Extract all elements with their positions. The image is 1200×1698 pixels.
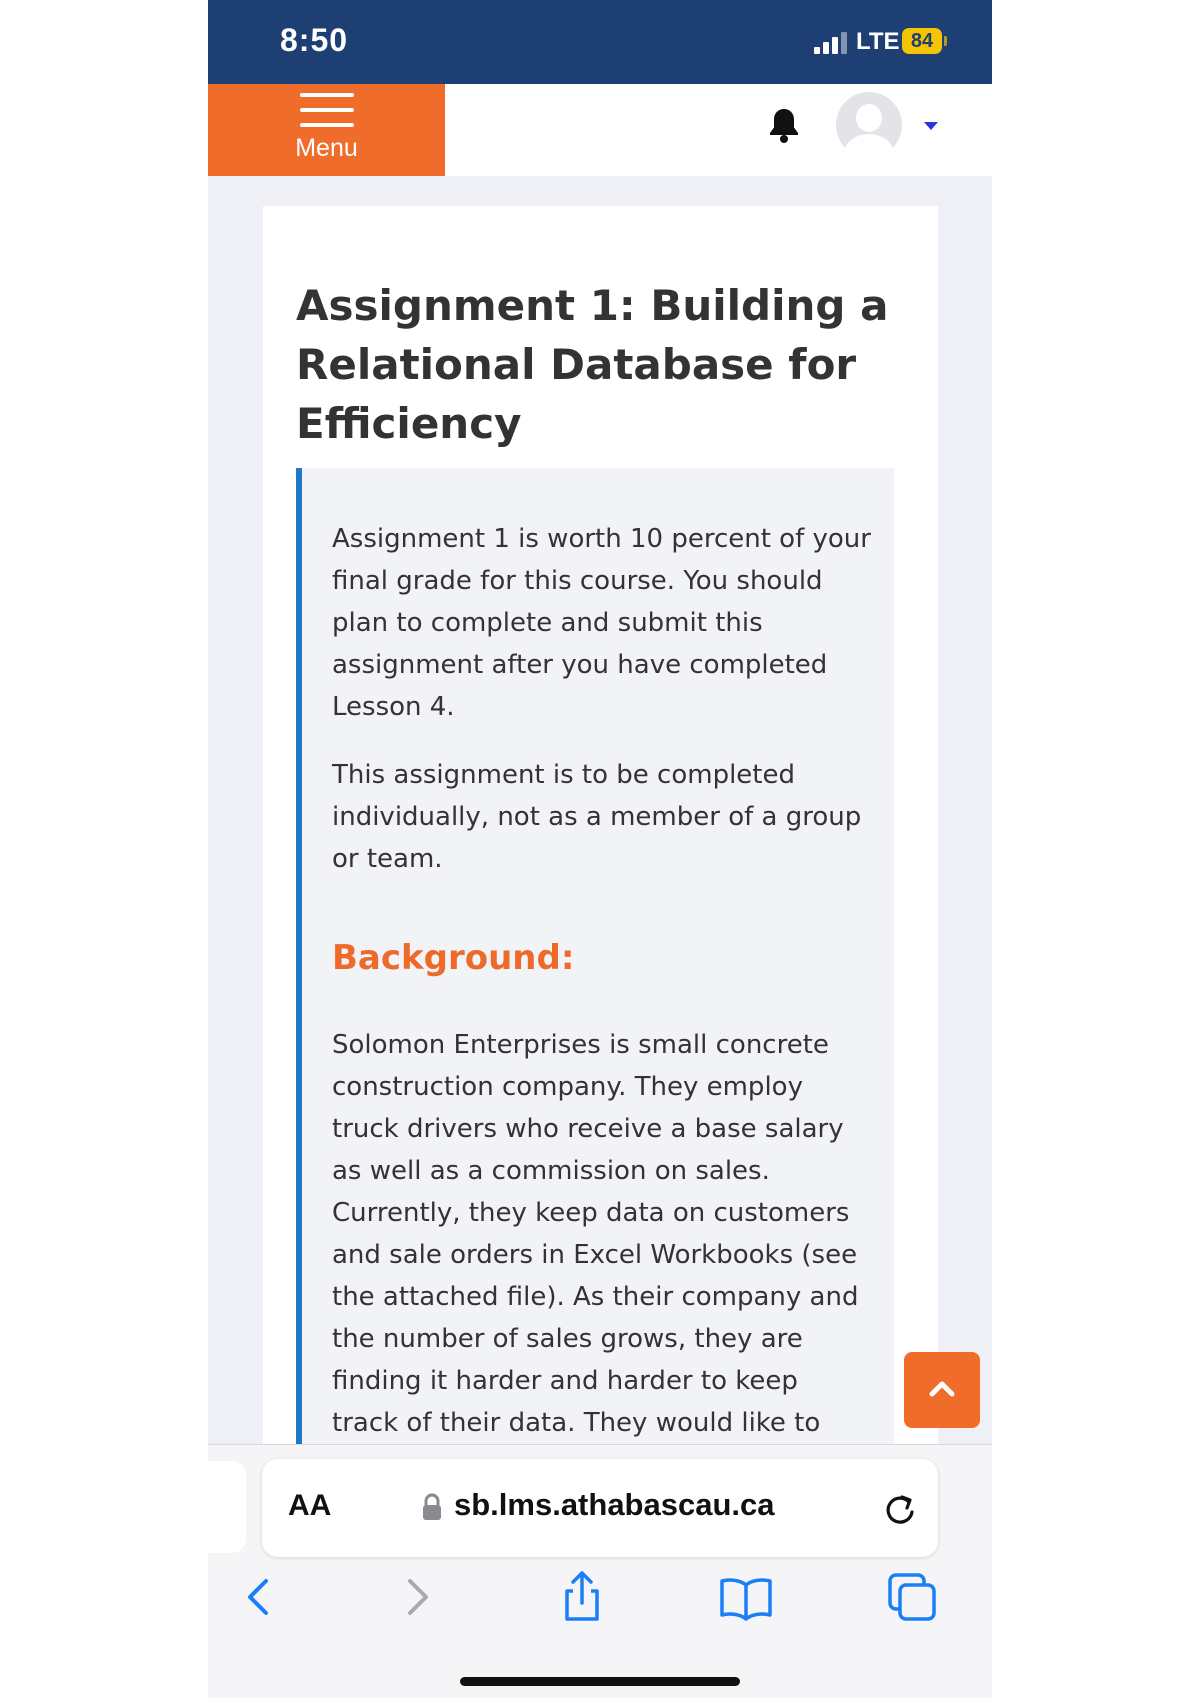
reload-icon[interactable]	[882, 1489, 918, 1527]
notice-paragraph-2: This assignment is to be completed individually, not as a member of a group or team.	[332, 760, 862, 874]
tabs-icon[interactable]	[884, 1569, 940, 1625]
back-to-top-button[interactable]	[904, 1352, 980, 1428]
forward-icon[interactable]	[388, 1569, 444, 1625]
chevron-up-icon	[904, 1352, 980, 1428]
menu-label: Menu	[295, 134, 358, 162]
background-paragraph: Solomon Enterprises is small concrete construction company. They employ truck drivers who receive a base salary as well as a commission on sales. Currently, they keep data on customers and sale orders in Excel Workbooks (see the attached file). As their company and the number of sales grows, they are finding it harder and harder to keep track of their data. They would like to	[332, 1030, 859, 1438]
notice-paragraph-1: Assignment 1 is worth 10 percent of your final grade for this course. You should plan to complete and submit this assignment after you have completed Lesson 4.	[332, 524, 871, 722]
phone-screen	[208, 0, 992, 1698]
status-time: 8:50	[280, 22, 349, 58]
chevron-down-icon[interactable]	[924, 122, 938, 130]
menu-button[interactable]	[208, 84, 445, 176]
lock-icon	[422, 1493, 442, 1521]
back-icon[interactable]	[232, 1569, 288, 1625]
signal-icon	[814, 32, 848, 54]
page-title: Assignment 1: Building a Relational Database for Efficiency	[296, 281, 889, 448]
previous-tab-peek[interactable]	[208, 1461, 246, 1553]
status-bar	[208, 0, 992, 84]
browser-toolbar	[208, 1444, 992, 1698]
home-indicator	[460, 1677, 740, 1686]
bookmarks-icon[interactable]	[718, 1569, 774, 1625]
battery-icon: 84	[902, 28, 942, 54]
share-icon[interactable]	[554, 1569, 610, 1625]
battery-tip	[944, 36, 947, 46]
user-avatar[interactable]	[836, 92, 902, 158]
bell-icon[interactable]	[766, 106, 802, 144]
hamburger-icon	[300, 93, 354, 129]
background-heading: Background:	[332, 938, 575, 978]
reader-aa-button[interactable]: AA	[288, 1489, 332, 1522]
url-text[interactable]: sb.lms.athabascau.ca	[454, 1487, 775, 1522]
content-card	[263, 206, 938, 1446]
address-bar[interactable]	[262, 1459, 938, 1557]
network-type: LTE	[856, 28, 900, 55]
notice-box	[296, 468, 894, 1468]
lms-header	[208, 84, 992, 176]
